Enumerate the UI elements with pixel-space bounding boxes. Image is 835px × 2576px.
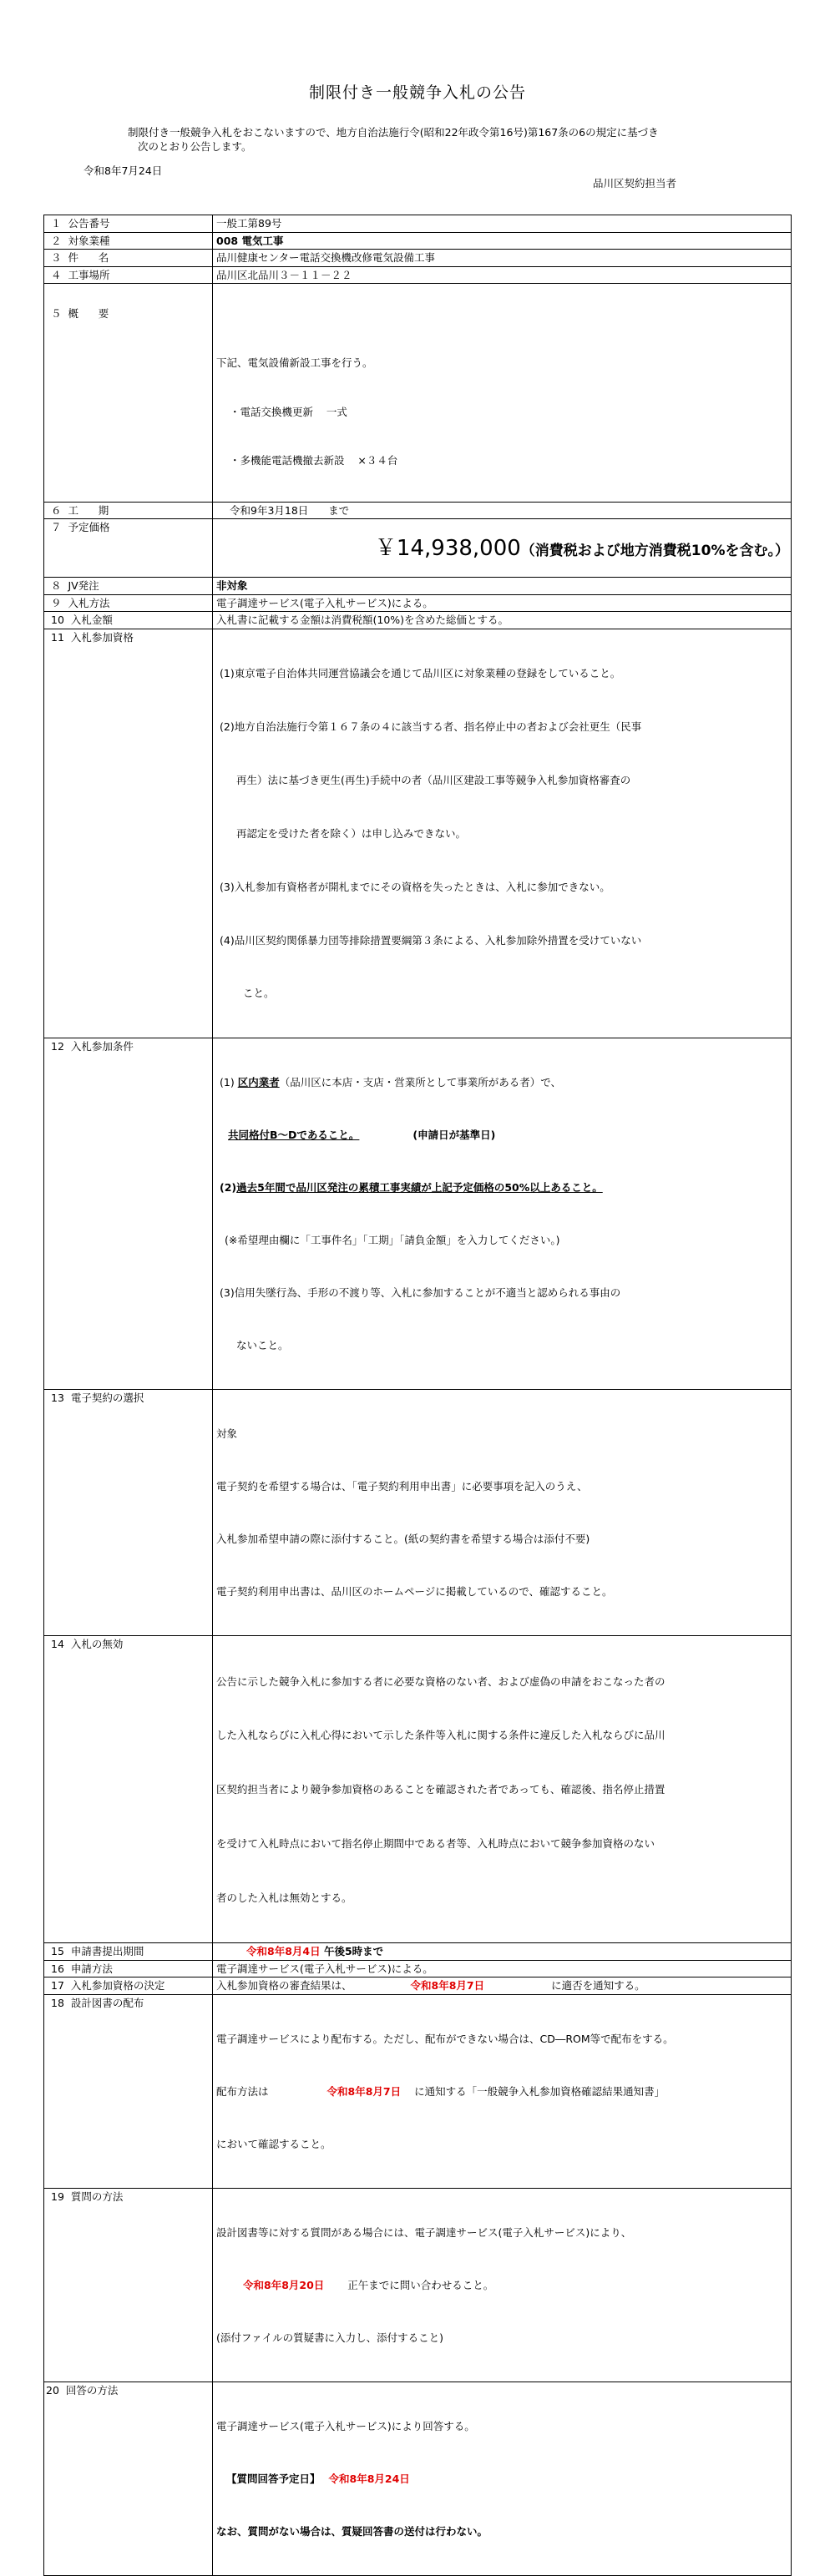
text-line: 電子調達サービス(電子入札サービス)により回答する。 — [216, 2419, 475, 2432]
row-key: 10 入札金額 — [44, 612, 213, 629]
application-deadline-date: 令和8年8月4日 — [246, 1945, 321, 1958]
text-line: (3)信用失墜行為、手形の不渡り等、入札に参加することが不適当と認められる事由の — [220, 1286, 621, 1300]
text-line: こと。 — [243, 987, 275, 1000]
row-key: 20 回答の方法 — [44, 2382, 213, 2575]
text-line — [220, 1179, 787, 1196]
row-value: 非対象 — [213, 578, 792, 595]
row-key: 18 設計図書の配布 — [44, 1994, 213, 2188]
text-run: に適否を通知する。 — [551, 1979, 645, 1993]
text-line: 下記、電気設備新設工事を行う。 — [216, 356, 373, 369]
text-run: (2) — [220, 1181, 237, 1195]
row-value — [213, 1636, 792, 1943]
intro-line: 制限付き一般競争入札をおこないますので、地方自治法施行令(昭和22年政令第16号)第167条の6の規定に基づき — [128, 126, 659, 139]
row-key: 14 入札の無効 — [44, 1636, 213, 1943]
text-run: (申請日が基準日) — [412, 1129, 496, 1142]
row-value: 品川健康センター電話交換機改修電気設備工事 — [213, 250, 792, 267]
table-row — [44, 594, 792, 612]
text-line — [216, 2276, 787, 2294]
text-run: 【質問回答予定日】 — [226, 2472, 321, 2485]
text-line — [220, 1073, 787, 1091]
table-row — [44, 2382, 792, 2575]
row-value: 令和9年3月18日 まで — [213, 502, 792, 519]
table-row — [44, 1943, 792, 1961]
text-line: 電子契約を希望する場合は、「電子契約利用申出書」に必要事項を記入のうえ、 — [216, 1480, 588, 1493]
row-value — [213, 284, 792, 503]
table-row — [44, 1994, 792, 2188]
table-row — [44, 2188, 792, 2382]
text-run: 入札参加資格の審査結果は、 — [216, 1979, 352, 1993]
text-run: 正午までに問い合わせること。 — [347, 2278, 494, 2291]
row-key: ４ 工事場所 — [44, 266, 213, 284]
table-row — [44, 266, 792, 284]
row-key: ６ 工 期 — [44, 502, 213, 519]
notice-date: 令和8年7月24日 — [84, 164, 163, 177]
text-run: 配布方法は — [216, 2084, 269, 2098]
table-row — [44, 250, 792, 267]
row-value: 入札書に記載する金額は消費税額(10%)を含めた総価とする。 — [213, 612, 792, 629]
row-value: 電子調達サービス(電子入札サービス)による。 — [213, 594, 792, 612]
text-line: 再生）法に基づき更生(再生)手続中の者（品川区建設工事等競争入札参加資格審査の — [236, 773, 631, 786]
row-key: 19 質問の方法 — [44, 2188, 213, 2382]
row-value — [213, 1390, 792, 1636]
text-line — [216, 2083, 787, 2100]
row-key: 15 申請書提出期間 — [44, 1943, 213, 1961]
row-key: ３ 件 名 — [44, 250, 213, 267]
text-run: に通知する「一般競争入札参加資格確認結果通知書」 — [414, 2084, 665, 2098]
row-key: １ 公告番号 — [44, 215, 213, 233]
row-value — [213, 629, 792, 1038]
table-row — [44, 1960, 792, 1977]
past-record-requirement: 過去5年間で品川区発注の累積工事実績が上記予定価格の50%以上あること。 — [236, 1181, 603, 1195]
text-line: ・多機能電話機撤去新設 ×３４台 — [230, 454, 398, 467]
planned-price: ￥14,938,000 — [374, 535, 521, 561]
table-row — [44, 1636, 792, 1943]
row-key: 11 入札参加資格 — [44, 629, 213, 1038]
row-value: 一般工第89号 — [213, 215, 792, 233]
text-line: なお、質問がない場合は、質疑回答書の送付は行わない。 — [216, 2524, 488, 2538]
text-line: (2)地方自治法施行令第１６７条の４に該当する者、指名停止中の者および会社更生（民事 — [220, 720, 642, 733]
text-line: 電子契約利用申出書は、品川区のホームページに掲載しているので、確認すること。 — [216, 1585, 613, 1599]
text-run: （品川区に本店・支店・営業所として事業所がある者）で、 — [279, 1076, 561, 1089]
text-line: (1)東京電子自治体共同運営協議会を通じて品川区に対象業種の登録をしていること。 — [220, 667, 621, 680]
row-key: ７ 予定価格 — [44, 519, 213, 578]
row-key: ８ JV発注 — [44, 578, 213, 595]
row-value: 品川区北品川３－１１－２２ — [213, 266, 792, 284]
qualification-notice-date: 令和8年8月7日 — [410, 1979, 485, 1993]
row-value: 電子調達サービス(電子入札サービス)による。 — [213, 1960, 792, 1977]
table-row — [44, 284, 792, 503]
text-line: 入札参加希望申請の際に添付すること。(紙の契約書を希望する場合は添付不要) — [216, 1533, 590, 1546]
text-line: 公告に示した競争入札に参加する者に必要な資格のない者、および虚偽の申請をおこなった者の — [216, 1674, 665, 1688]
table-row — [44, 1977, 792, 1995]
row-key: 12 入札参加条件 — [44, 1038, 213, 1390]
answer-date: 令和8年8月24日 — [328, 2472, 410, 2485]
local-business-label: 区内業者 — [237, 1076, 280, 1089]
table-row — [44, 215, 792, 233]
distribution-date: 令和8年8月7日 — [326, 2084, 402, 2098]
row-key: ９ 入札方法 — [44, 594, 213, 612]
row-value: 008 電気工事 — [213, 232, 792, 250]
row-value — [213, 1977, 792, 1995]
text-line: (添付ファイルの質疑書に入力し、添付すること) — [216, 2331, 444, 2344]
row-value — [213, 519, 792, 578]
row-key: 13 電子契約の選択 — [44, 1390, 213, 1636]
text-line: 再認定を受けた者を除く）は申し込みできない。 — [236, 826, 467, 840]
table-row — [44, 612, 792, 629]
text-line: ・電話交換機更新 一式 — [230, 405, 347, 418]
rating-requirement: 共同格付B～Dであること。 — [228, 1129, 360, 1142]
table-row — [44, 502, 792, 519]
question-deadline-date: 令和8年8月20日 — [243, 2278, 325, 2291]
row-key — [44, 284, 213, 503]
text-line — [216, 2470, 787, 2488]
table-row — [44, 232, 792, 250]
row-value — [213, 1943, 792, 1961]
tax-note: （消費税および地方消費税10%を含む。） — [520, 542, 789, 559]
table-row — [44, 1038, 792, 1390]
row-value — [213, 2188, 792, 2382]
row-value — [213, 1038, 792, 1390]
intro-line: 次のとおり公告します。 — [138, 140, 252, 153]
text-line — [220, 1126, 787, 1144]
row-key: 16 申請方法 — [44, 1960, 213, 1977]
text-line: 対象 — [216, 1427, 238, 1441]
row-key: ２ 対象業種 — [44, 232, 213, 250]
text-line: 者のした入札は無効とする。 — [216, 1891, 352, 1904]
table-row — [44, 578, 792, 595]
page-title: 制限付き一般競争入札の公告 — [308, 83, 526, 102]
text-line: を受けて入札時点において指名停止期間中である者等、入札時点において競争参加資格のない — [216, 1836, 655, 1850]
intro-text — [128, 125, 729, 154]
issuer: 品川区契約担当者 — [592, 177, 676, 189]
table-row — [44, 1390, 792, 1636]
text-line: 区契約担当者により競争参加資格のあることを確認された者であっても、確認後、指名停止措置 — [216, 1783, 665, 1796]
text-run: (1) — [220, 1076, 238, 1089]
text-line: (3)入札参加有資格者が開札までにその資格を失ったときは、入札に参加できない。 — [220, 880, 610, 893]
text-line: 設計図書等に対する質問がある場合には、電子調達サービス(電子入札サービス)により、 — [216, 2225, 632, 2239]
row-value — [213, 2382, 792, 2575]
table-row — [44, 629, 792, 1038]
notice-table — [43, 215, 792, 2576]
text-line: した入札ならびに入札心得において示した条件等入札に関する条件に違反した入札ならびに品川 — [216, 1729, 665, 1742]
text-line: (4)品川区契約関係暴力団等排除措置要綱第３条による、入札参加除外措置を受けていない — [220, 933, 642, 947]
text-run: 午後5時まで — [320, 1945, 384, 1958]
row-value — [213, 1994, 792, 2188]
text-line: (※希望理由欄に「工事件名」「工期」「請負金額」を入力してください。) — [225, 1234, 560, 1247]
row-key-label: ５ 概 要 — [51, 307, 109, 320]
text-line: において確認すること。 — [216, 2137, 331, 2150]
row-key: 17 入札参加資格の決定 — [44, 1977, 213, 1995]
text-line: ないこと。 — [236, 1339, 289, 1352]
text-line: 電子調達サービスにより配布する。ただし、配布ができない場合は、CD―ROM等で配布をする。 — [216, 2032, 674, 2045]
table-row — [44, 519, 792, 578]
